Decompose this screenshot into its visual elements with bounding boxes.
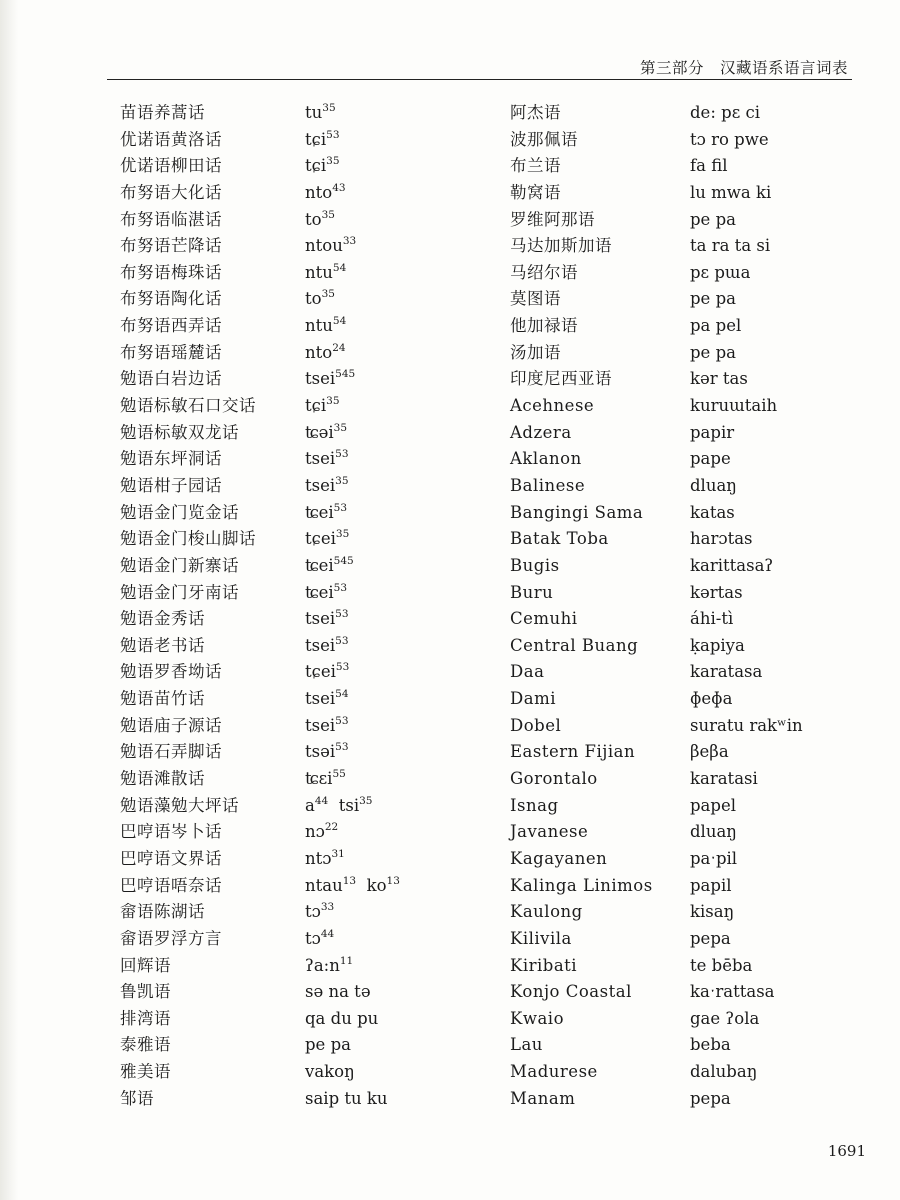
tone-mark: 54 [332, 315, 347, 328]
language-name: 勉语庙子源话 [120, 715, 222, 735]
language-name: 布努语大化话 [120, 182, 222, 202]
word-form: pape [690, 449, 731, 469]
language-name: 优诺语黄洛话 [120, 129, 222, 149]
language-name: 勉语东坪洞话 [120, 449, 222, 469]
word-form: tɕi [305, 396, 327, 416]
word-form: tsəi [305, 742, 336, 762]
language-name: 苗语养蒿话 [120, 103, 205, 122]
word-form-row [305, 313, 400, 340]
word-form: a [305, 795, 315, 815]
word-form: nto [305, 182, 333, 202]
language-name: Kwaio [510, 1008, 564, 1028]
tone-mark: 53 [335, 634, 349, 647]
word-form: papir [690, 422, 735, 442]
word-form: to [305, 209, 322, 229]
language-name: 畲语陈湖话 [120, 902, 205, 922]
language-name: 勉语老书话 [120, 635, 205, 655]
language-name: 畲语罗浮方言 [120, 928, 222, 948]
word-form-row [305, 873, 400, 900]
tone-mark: 35 [326, 395, 340, 408]
tone-mark: 35 [321, 208, 335, 221]
right-word-forms [690, 100, 803, 1112]
language-name: 勉语白岩边话 [120, 369, 222, 389]
language-name: Cemuhi [510, 609, 578, 629]
tone-mark: 545 [335, 368, 356, 381]
word-form-row [305, 553, 400, 580]
word-form: papel [690, 795, 737, 815]
language-name: 勉语金门览金话 [120, 502, 239, 522]
language-name: 马绍尔语 [510, 262, 578, 282]
word-form: tɔ [305, 902, 321, 922]
page-spine-shadow [0, 0, 18, 1200]
word-form: papil [690, 875, 732, 895]
word-form: ntau [305, 875, 343, 895]
language-name: 回辉语 [120, 955, 171, 975]
word-form-row [305, 1086, 400, 1113]
language-name: 勉语金门牙南话 [120, 582, 239, 602]
tone-mark: 53 [335, 714, 349, 727]
tone-mark: 44 [320, 927, 335, 940]
word-form: βeβa [690, 742, 729, 762]
word-form: tsei [305, 689, 336, 709]
word-form-row [305, 899, 400, 926]
word-form: pepa [690, 1088, 731, 1108]
language-name: 勉语罗香坳话 [120, 662, 222, 682]
word-form: tsei [305, 609, 336, 629]
tone-mark: 44 [314, 794, 329, 807]
language-name: 雅美语 [120, 1062, 171, 1082]
word-form: ḳapiya [690, 635, 745, 655]
word-form: tsei [305, 369, 336, 389]
language-name: 布努语梅珠话 [120, 262, 222, 282]
tone-mark: 53 [333, 581, 348, 594]
tone-mark: 53 [335, 661, 350, 674]
language-name: Isnag [510, 795, 559, 815]
word-form-row [305, 366, 400, 393]
tone-mark: 43 [332, 181, 346, 194]
language-name: Daa [510, 662, 545, 682]
language-name: 排湾语 [120, 1008, 171, 1028]
running-header: 第三部分 汉藏语系语言词表 [639, 59, 848, 77]
language-name: 优诺语柳田话 [120, 156, 222, 176]
word-form: tu [305, 103, 323, 122]
language-name: 勉语金门梭山脚话 [120, 529, 256, 549]
right-language-names [510, 100, 653, 1112]
tone-mark: 13 [342, 874, 357, 887]
word-form: lu mwa ki [690, 182, 772, 202]
language-name: Madurese [510, 1062, 598, 1082]
word-form-row [305, 953, 400, 980]
word-form-row [305, 100, 400, 127]
word-form-row [305, 340, 400, 367]
word-form: ta ra ta si [690, 236, 771, 256]
word-form: ntu [305, 316, 333, 336]
word-form-row [305, 713, 400, 740]
word-form: ntou [305, 236, 343, 256]
word-form: ʨɛi [305, 769, 333, 789]
word-form: pe pa [690, 209, 736, 229]
word-form-row [305, 180, 400, 207]
word-form-row [305, 207, 400, 234]
language-name: 布努语西弄话 [120, 316, 222, 336]
word-form-row [305, 793, 400, 820]
word-form: kərtas [690, 582, 743, 602]
language-name: Dami [510, 689, 556, 709]
word-form: kaˑrattasa [690, 982, 775, 1002]
language-name: Dobel [510, 715, 562, 735]
word-form: fa fil [690, 156, 728, 176]
word-form-row [305, 233, 400, 260]
word-form: tsei [305, 449, 336, 469]
tone-mark: 35 [359, 794, 373, 807]
language-name: Bugis [510, 555, 560, 575]
language-name: 印度尼西亚语 [510, 369, 612, 389]
tone-mark: 22 [324, 821, 339, 834]
word-form-row [305, 153, 400, 180]
word-form: pe pa [690, 289, 736, 309]
language-name: 勒窝语 [510, 182, 561, 202]
language-name: 邹语 [120, 1088, 154, 1108]
language-name: Kalinga Linimos [510, 875, 653, 895]
language-name: 勉语石弄脚话 [120, 742, 222, 762]
word-form-row [305, 393, 400, 420]
language-name: 勉语金秀话 [120, 609, 205, 629]
tone-mark: 54 [335, 688, 349, 701]
language-name: Eastern Fijian [510, 742, 636, 762]
word-form: pepa [690, 928, 731, 948]
language-name: 鲁凯语 [120, 982, 171, 1002]
header-rule [107, 79, 852, 80]
tone-mark: 35 [321, 288, 335, 301]
word-form-row [305, 979, 400, 1006]
tone-mark: 53 [333, 501, 348, 514]
word-form: ntɔ [305, 848, 332, 868]
word-form: tsei [305, 715, 336, 735]
tone-mark: 11 [339, 954, 354, 967]
tone-mark: 55 [332, 768, 346, 781]
word-form: gae ʔola [690, 1008, 760, 1028]
word-form: to [305, 289, 322, 309]
language-name: Kaulong [510, 902, 583, 922]
word-form: dluaŋ [690, 475, 737, 495]
word-form: tɔ [305, 928, 321, 948]
language-name: 巴哼语文界话 [120, 848, 222, 868]
tone-mark: 13 [386, 874, 400, 887]
word-form: ʔa:n [305, 955, 340, 975]
word-form-row [305, 286, 400, 313]
word-form: kər tas [690, 369, 748, 389]
tone-mark: 33 [320, 901, 335, 914]
word-form-row [305, 739, 400, 766]
word-form: kuruɯtaih [690, 396, 778, 416]
word-form: nto [305, 342, 333, 362]
language-name: 汤加语 [510, 342, 561, 362]
word-form-row [305, 473, 400, 500]
language-name: 布努语临湛话 [120, 209, 222, 229]
tone-mark: 35 [326, 155, 340, 168]
word-form: ʨəi [305, 422, 334, 442]
language-name: 布努语陶化话 [120, 289, 222, 309]
language-name: 勉语滩散话 [120, 769, 205, 789]
language-name: Lau [510, 1035, 543, 1055]
word-form: ʨei [305, 555, 334, 575]
language-name: Bangingi Sama [510, 502, 644, 522]
language-name: 巴哼语唔奈话 [120, 875, 222, 895]
language-name: Central Buang [510, 635, 639, 655]
word-form: harɔtas [690, 529, 753, 549]
language-name: 勉语苗竹话 [120, 689, 205, 709]
left-language-names [120, 100, 256, 1112]
language-name: 勉语标敏双龙话 [120, 422, 239, 442]
word-form-row [305, 500, 400, 527]
tone-mark: 54 [332, 261, 347, 274]
word-form: pe pa [690, 342, 736, 362]
tone-mark: 35 [333, 421, 348, 434]
tone-mark: 53 [335, 448, 349, 461]
language-name: Kagayanen [510, 848, 608, 868]
language-name: 勉语柑子园话 [120, 475, 222, 495]
word-form-row [305, 633, 400, 660]
left-word-forms [305, 100, 400, 1112]
language-name: 罗维阿那语 [510, 209, 595, 229]
word-form: ʨei [305, 502, 334, 522]
word-form-row [305, 846, 400, 873]
word-form: tɕei [305, 662, 336, 682]
language-name: Kiribati [510, 955, 578, 975]
word-form: qa du pu [305, 1008, 379, 1028]
word-form: kisaŋ [690, 902, 735, 922]
language-name: Konjo Coastal [510, 982, 632, 1002]
language-name: 波那佩语 [510, 129, 578, 149]
language-name: Buru [510, 582, 554, 602]
word-form: vakoŋ [305, 1062, 355, 1082]
language-name: 马达加斯加语 [510, 236, 612, 256]
tone-mark: 35 [322, 102, 336, 114]
language-name: 布兰语 [510, 156, 561, 176]
word-form: tɕei [305, 529, 336, 549]
word-form: sə na tə [305, 982, 371, 1002]
word-form-row [305, 606, 400, 633]
word-form-row [305, 819, 400, 846]
language-name: 布努语瑶麓话 [120, 342, 222, 362]
word-form: de: pɛ ci [690, 103, 761, 122]
language-name: Balinese [510, 475, 586, 495]
word-form-row [305, 766, 400, 793]
word-form: tɕi [305, 129, 327, 149]
word-form-row [305, 420, 400, 447]
word-form: ko [366, 875, 387, 895]
language-name: Javanese [510, 822, 589, 842]
word-form: tɕi [305, 156, 327, 176]
word-form-row [305, 127, 400, 154]
word-form: nɔ [305, 822, 325, 842]
language-name: 勉语藻勉大坪话 [120, 795, 239, 815]
language-name: 他加禄语 [510, 316, 578, 336]
language-name: 巴哼语岑卜话 [120, 822, 222, 842]
tone-mark: 35 [335, 474, 349, 487]
tone-mark: 35 [335, 528, 350, 541]
tone-mark: 33 [342, 235, 357, 248]
word-form-row [305, 926, 400, 953]
word-form: karatasa [690, 662, 763, 682]
word-form: dluaŋ [690, 822, 737, 842]
word-form-row [305, 446, 400, 473]
word-form: ʨei [305, 582, 334, 602]
language-name: 勉语金门新寨话 [120, 555, 239, 575]
word-form-row [305, 580, 400, 607]
language-name: 布努语芒降话 [120, 236, 222, 256]
word-form: áhi-tì [690, 609, 734, 629]
language-name: 泰雅语 [120, 1035, 171, 1055]
tone-mark: 24 [332, 341, 346, 354]
word-form: tsi [338, 795, 360, 815]
word-form-row [305, 260, 400, 287]
language-name: Manam [510, 1088, 576, 1108]
language-name: 莫图语 [510, 289, 561, 309]
language-name: Gorontalo [510, 769, 598, 789]
tone-mark: 31 [331, 847, 345, 860]
word-form: pa pel [690, 316, 742, 336]
tone-mark: 545 [333, 554, 354, 567]
word-form-row [305, 526, 400, 553]
word-form-row [305, 686, 400, 713]
word-form: tsei [305, 475, 336, 495]
word-form: ntu [305, 262, 333, 282]
language-name: Kilivila [510, 928, 572, 948]
language-name: Aklanon [510, 449, 582, 469]
word-form: pe pa [305, 1035, 351, 1055]
word-form: karittasaʔ [690, 555, 774, 575]
word-form-row [305, 1059, 400, 1086]
word-form: te bēba [690, 955, 753, 975]
language-name: 勉语标敏石口交话 [120, 396, 256, 416]
word-form: tɔ ro pwe [690, 129, 769, 149]
language-name: 阿杰语 [510, 103, 561, 122]
language-name: Acehnese [510, 396, 595, 416]
word-form: karatasi [690, 769, 758, 789]
word-form: beba [690, 1035, 731, 1055]
word-form-row [305, 1032, 400, 1059]
tone-mark: 53 [335, 741, 349, 754]
word-form-row [305, 659, 400, 686]
word-form: pɛ pɯa [690, 262, 751, 282]
word-form: dalubaŋ [690, 1062, 758, 1082]
word-form: ɸeɸa [690, 689, 733, 709]
page-number: 1691 [827, 1142, 866, 1160]
language-name: Adzera [510, 422, 572, 442]
word-form: saip tu ku [305, 1088, 388, 1108]
tone-mark: 53 [335, 608, 349, 621]
word-form: paˑpil [690, 848, 738, 868]
language-name: Batak Toba [510, 529, 609, 549]
word-form: katas [690, 502, 735, 522]
word-form-row [305, 1006, 400, 1033]
tone-mark: 53 [326, 128, 340, 141]
word-form: tsei [305, 635, 336, 655]
word-form: suratu rakʷin [690, 715, 803, 735]
